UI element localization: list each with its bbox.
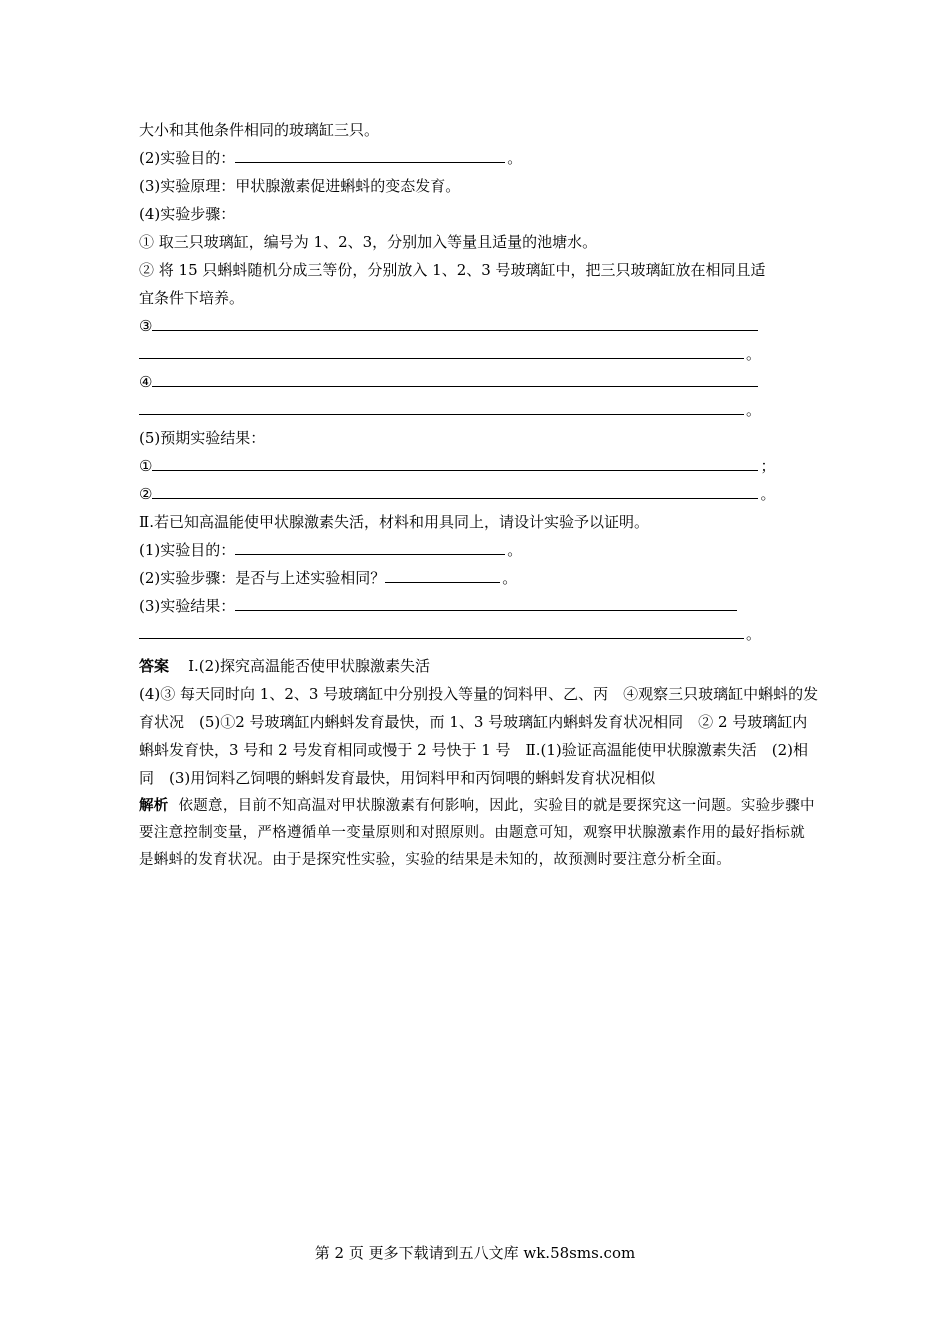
question-purpose-2: (1)实验目的： 。 xyxy=(139,536,819,564)
answer-blank xyxy=(152,313,758,331)
answer-line-1 xyxy=(139,652,819,680)
step-4-blank-cont: 。 xyxy=(139,396,819,424)
answer-blank xyxy=(139,341,744,359)
page-footer: 第 2 页 更多下载请到五八文库 wk.58sms.com xyxy=(314,1244,636,1262)
step-1: ① 取三只玻璃缸，编号为 1、2、3，分别加入等量且适量的池塘水。 xyxy=(139,233,598,251)
step-2: ② 将 15 只蝌蚪随机分成三等份，分别放入 1、2、3 号玻璃缸中，把三只玻璃缸放在相同且适宜条件下培养。 xyxy=(139,261,766,307)
analysis-label: 解析 xyxy=(139,797,169,814)
answer-blank xyxy=(152,453,758,471)
question-purpose: (2)实验目的： 。 xyxy=(139,144,819,172)
answer-blank xyxy=(139,621,744,639)
document-body xyxy=(139,116,819,874)
step-3-blank-cont: 。 xyxy=(139,340,819,368)
answer-blank xyxy=(385,565,500,583)
answer-text-1: Ⅰ.(2)探究高温能否使甲状腺激素失活 xyxy=(188,657,431,675)
answer-blank xyxy=(152,369,758,387)
result-2-blank: ② 。 xyxy=(139,480,819,508)
analysis-block xyxy=(139,792,819,874)
answer-label: 答案 xyxy=(139,657,170,675)
text-line: (5)预期实验结果： xyxy=(139,429,266,447)
answer-blank xyxy=(235,145,505,163)
analysis-text: 依题意，目前不知高温对甲状腺激素有何影响，因此，实验目的就是要探究这一问题。实验步骤中要注意控制变量，严格遵循单一变量原则和对照原则。由题意可知，观察甲状腺激素作用的最好指标就是蝌蚪的发育状况。由于是探究性实验，实验的结果是未知的，故预测时要注意分析全面。 xyxy=(139,798,815,868)
answer-text-2: (4)③ 每天同时向 1、2、3 号玻璃缸中分别投入等量的饲料甲、乙、丙 ④观察三只玻璃缸中蝌蚪的发育状况 (5)①2 号玻璃缸内蝌蚪发育最快，而 1、3 号玻璃缸内蝌蚪发育状况相同 ② 2 号玻璃缸内蝌蚪发育快，3 号和 2 号发育相同或慢于 2 号快于 1 号 Ⅱ.(1)验证高温能使甲状腺激素失活 (2)相同 (3)用饲料乙饲喂的蝌蚪发育最快，用饲料甲和丙饲喂的蝌蚪发育状况相似 xyxy=(139,685,819,787)
answer-blank xyxy=(235,537,505,555)
step-4-blank: ④ xyxy=(139,368,819,396)
answer-block xyxy=(139,652,819,792)
answer-blank xyxy=(235,593,737,611)
text-line: 大小和其他条件相同的玻璃缸三只。 xyxy=(139,121,380,139)
answer-blank xyxy=(152,481,758,499)
result-1-blank: ① ； xyxy=(139,452,819,480)
question-result-2: (3)实验结果： xyxy=(139,592,819,620)
text-line: (4)实验步骤： xyxy=(139,205,236,223)
section-2-title: Ⅱ.若已知高温能使甲状腺激素失活，材料和用具同上，请设计实验予以证明。 xyxy=(139,513,649,531)
step-3-blank: ③ xyxy=(139,312,819,340)
question-steps-2: (2)实验步骤：是否与上述实验相同？ 。 xyxy=(139,564,819,592)
question-result-2-cont: 。 xyxy=(139,620,819,648)
text-line: (3)实验原理：甲状腺激素促进蝌蚪的变态发育。 xyxy=(139,177,461,195)
answer-blank xyxy=(139,397,744,415)
